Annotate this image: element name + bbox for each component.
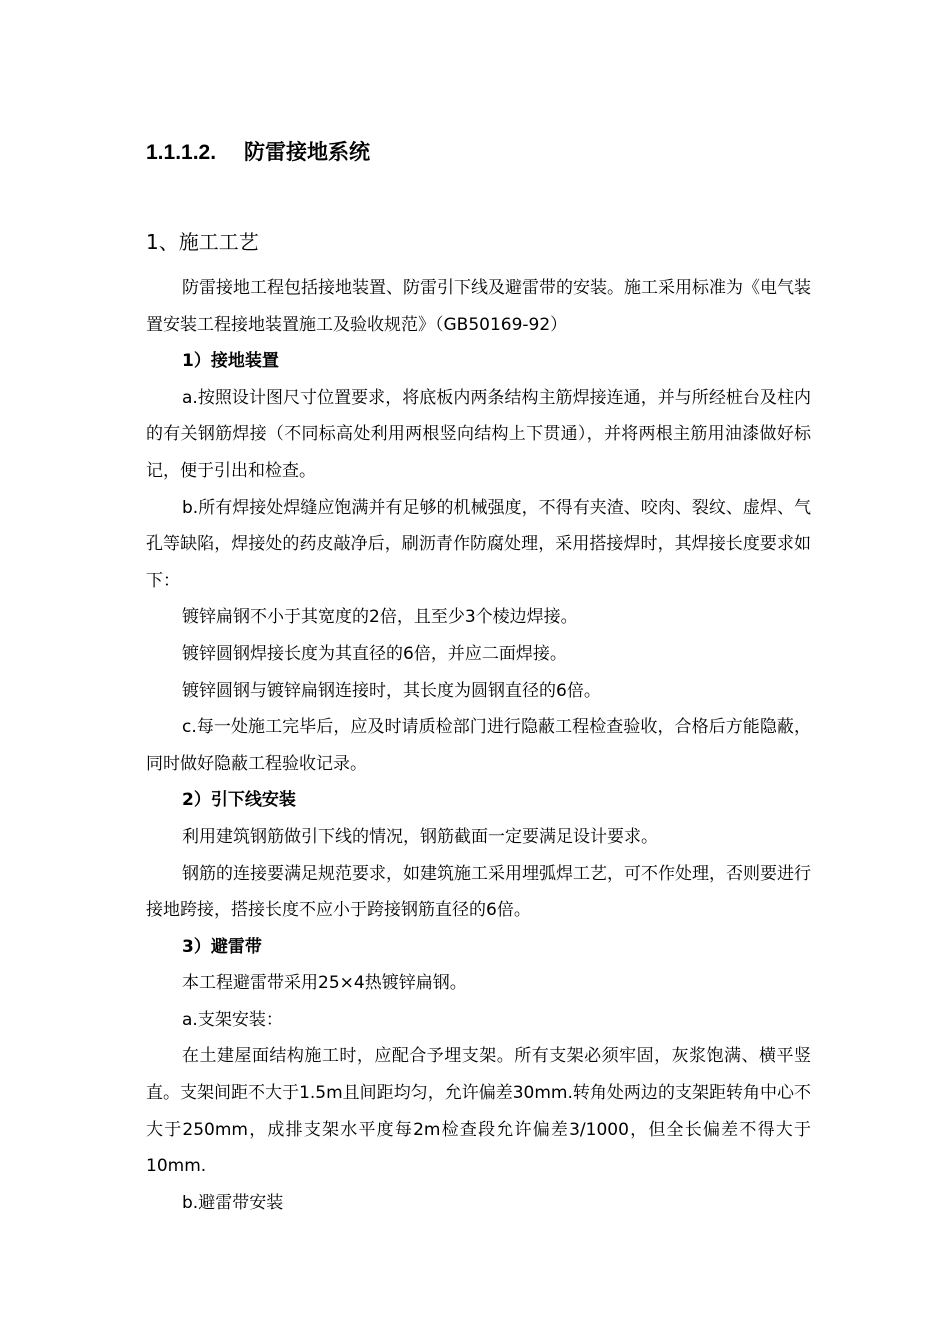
paragraph: b.避雷带安装 xyxy=(182,1192,284,1213)
paragraph: 防雷接地工程包括接地装置、防雷引下线及避雷带的安装。施工采用标准为《电气装置安装工程接地装置施工及验收规范》（GB50169-92） xyxy=(146,278,811,335)
item-heading: 1）接地装置 xyxy=(182,351,279,372)
paragraph: 镀锌圆钢焊接长度为其直径的6倍，并应二面焊接。 xyxy=(182,643,567,664)
section-heading xyxy=(146,136,370,166)
subsection-title: 1、施工工艺 xyxy=(146,230,259,254)
paragraph: c.每一处施工完毕后，应及时请质检部门进行隐蔽工程检查验收，合格后方能隐蔽，同时做好隐蔽工程验收记录。 xyxy=(146,717,811,774)
paragraph: 钢筋的连接要满足规范要求，如建筑施工采用埋弧焊工艺，可不作处理，否则要进行接地跨接，搭接长度不应小于跨接钢筋直径的6倍。 xyxy=(146,863,811,921)
section-title: 防雷接地系统 xyxy=(244,141,370,164)
paragraph: 在土建屋面结构施工时，应配合予埋支架。所有支架必须牢固，灰浆饱满、横平竖直。支架间距不大于1.5m且间距均匀，允许偏差30mm.转角处两边的支架距转角中心不大于250mm，成排支架水平度每2m检查段允许偏差3/1000，但全长偏差不得大于10mm. xyxy=(146,1046,811,1177)
paragraph: b.所有焊接处焊缝应饱满并有足够的机械强度，不得有夹渣、咬肉、裂纹、虚焊、气孔等缺陷，焊接处的药皮敲净后，刷沥青作防腐处理，采用搭接焊时，其焊接长度要求如下： xyxy=(146,497,811,591)
item-heading: 3）避雷带 xyxy=(182,936,262,957)
item-heading: 2）引下线安装 xyxy=(182,790,296,811)
paragraph: 本工程避雷带采用25×4热镀锌扁钢。 xyxy=(182,973,467,994)
section-number: 1.1.1.2. xyxy=(146,141,217,164)
body-text xyxy=(146,270,811,1221)
paragraph: a.按照设计图尺寸位置要求，将底板内两条结构主筋焊接连通，并与所经桩台及柱内的有关钢筋焊接（不同标高处利用两根竖向结构上下贯通），并将两根主筋用油漆做好标记，便于引出和检查。 xyxy=(146,387,811,481)
paragraph: 镀锌扁钢不小于其宽度的2倍，且至少3个棱边焊接。 xyxy=(182,607,578,628)
paragraph: 利用建筑钢筋做引下线的情况，钢筋截面一定要满足设计要求。 xyxy=(182,826,658,847)
paragraph: a.支架安装： xyxy=(182,1009,283,1030)
paragraph: 镀锌圆钢与镀锌扁钢连接时，其长度为圆钢直径的6倍。 xyxy=(182,680,601,701)
